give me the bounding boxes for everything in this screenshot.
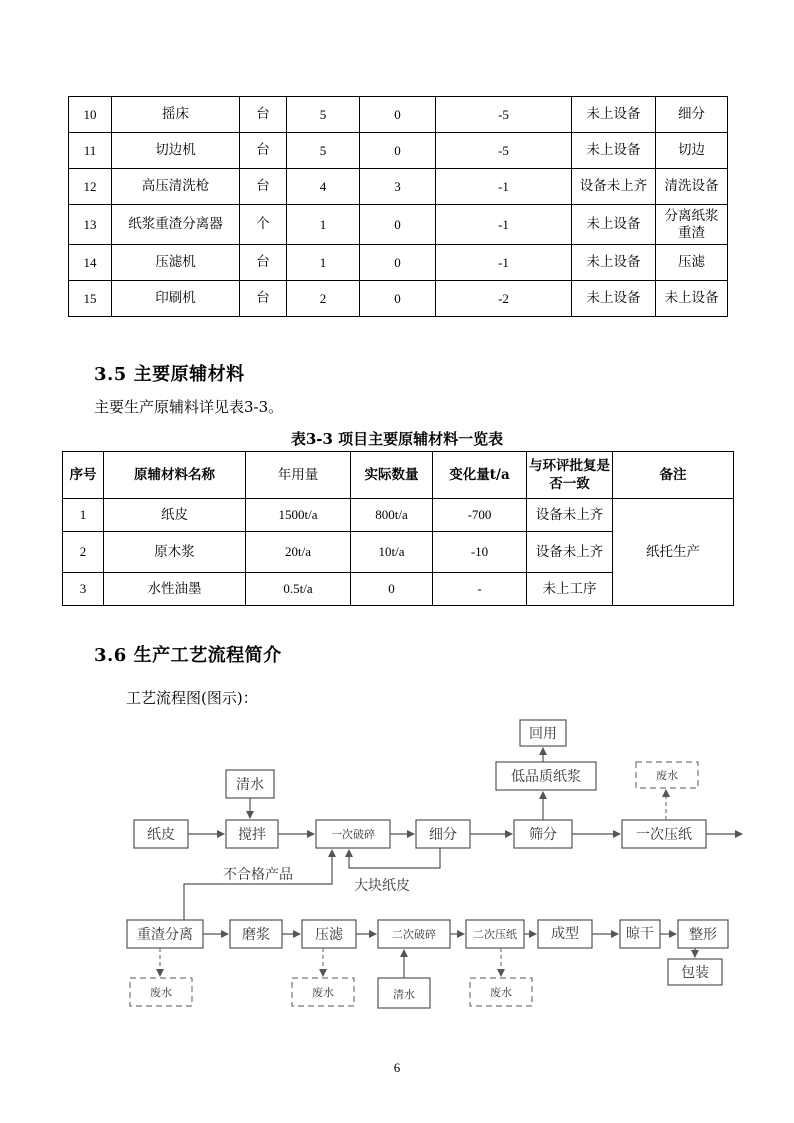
cell-name: 切边机 <box>112 133 240 169</box>
cell-change: -2 <box>436 281 572 317</box>
label-buhege: 不合格产品 <box>223 867 293 883</box>
cell-remark: 未上设备 <box>656 281 728 317</box>
label-erci-posui: 二次破碎 <box>392 928 436 941</box>
label-lianggan: 晾干 <box>626 926 654 942</box>
cell-unit: 个 <box>240 205 287 245</box>
arrow-dakuai <box>349 848 440 868</box>
cell-remark: 分离纸浆重渣 <box>656 205 728 245</box>
label-zhipi: 纸皮 <box>147 827 175 843</box>
label-yici-posui: 一次破碎 <box>331 828 375 841</box>
table-row <box>69 133 728 169</box>
cell-no: 13 <box>69 205 112 245</box>
cell-no: 10 <box>69 97 112 133</box>
label-jiaoban: 搅拌 <box>238 827 266 843</box>
table-caption: 表3-3 项目主要原辅材料一览表 <box>290 430 504 448</box>
cell-name: 原木浆 <box>104 532 246 573</box>
header-cell: 变化量t/a <box>433 452 527 499</box>
cell-annual: 0.5t/a <box>246 573 351 606</box>
label-xifen: 细分 <box>429 827 457 843</box>
cell-actual: 3 <box>360 169 436 205</box>
cell-no: 14 <box>69 245 112 281</box>
cell-change: -10 <box>433 532 527 573</box>
cell-unit: 台 <box>240 245 287 281</box>
cell-no: 2 <box>63 532 104 573</box>
cell-status: 未上设备 <box>572 281 656 317</box>
label-shaifen: 筛分 <box>529 827 557 843</box>
cell-name: 摇床 <box>112 97 240 133</box>
table-row <box>63 499 734 532</box>
cell-name: 纸皮 <box>104 499 246 532</box>
cell-unit: 台 <box>240 169 287 205</box>
header-cell: 备注 <box>613 452 734 499</box>
cell-name: 高压清洗枪 <box>112 169 240 205</box>
cell-status: 未上设备 <box>572 97 656 133</box>
header-cell: 与环评批复是否一致 <box>527 452 613 499</box>
label-feishui-2: 废水 <box>312 986 334 999</box>
cell-actual: 0 <box>360 245 436 281</box>
cell-status: 设备未上齐 <box>572 169 656 205</box>
cell-actual: 0 <box>351 573 433 606</box>
page-number: 6 <box>393 1060 401 1075</box>
cell-no: 12 <box>69 169 112 205</box>
cell-unit: 台 <box>240 281 287 317</box>
label-mojiang: 磨浆 <box>242 927 270 943</box>
section-heading-3-5: 3.5 主要原辅材料 <box>94 364 245 385</box>
cell-planned: 2 <box>287 281 360 317</box>
label-dipinzhi: 低品质纸浆 <box>511 769 581 785</box>
cell-unit: 台 <box>240 133 287 169</box>
cell-actual: 800t/a <box>351 499 433 532</box>
cell-actual: 0 <box>360 281 436 317</box>
label-baozhuang: 包装 <box>681 965 709 981</box>
materials-table <box>62 451 734 606</box>
label-yalv: 压滤 <box>315 927 343 943</box>
cell-no: 3 <box>63 573 104 606</box>
materials-header-row <box>63 452 734 499</box>
cell-annual: 1500t/a <box>246 499 351 532</box>
label-feishui-3: 废水 <box>490 986 512 999</box>
process-flow-diagram <box>120 712 760 1022</box>
cell-remark: 切边 <box>656 133 728 169</box>
cell-change: - <box>433 573 527 606</box>
cell-no: 11 <box>69 133 112 169</box>
cell-status: 未上设备 <box>572 245 656 281</box>
cell-change: -1 <box>436 245 572 281</box>
cell-remark: 细分 <box>656 97 728 133</box>
cell-change: -1 <box>436 169 572 205</box>
cell-name: 水性油墨 <box>104 573 246 606</box>
label-huiyong: 回用 <box>529 726 557 742</box>
label-dakuai: 大块纸皮 <box>354 878 410 894</box>
label-qingshui-top: 清水 <box>236 777 264 793</box>
cell-remark: 压滤 <box>656 245 728 281</box>
label-qingshui-bottom: 清水 <box>393 988 415 1001</box>
cell-status: 未上设备 <box>572 205 656 245</box>
table-row <box>69 245 728 281</box>
section-heading-3-6: 3.6 生产工艺流程简介 <box>94 645 282 666</box>
label-zhengxing: 整形 <box>689 927 717 943</box>
header-cell: 实际数量 <box>351 452 433 499</box>
cell-unit: 台 <box>240 97 287 133</box>
header-cell: 原辅材料名称 <box>104 452 246 499</box>
cell-planned: 1 <box>287 245 360 281</box>
cell-consistent: 设备未上齐 <box>527 532 613 573</box>
cell-annual: 20t/a <box>246 532 351 573</box>
cell-name: 压滤机 <box>112 245 240 281</box>
cell-change: -1 <box>436 205 572 245</box>
flow-intro: 工艺流程图(图示)： <box>126 689 258 707</box>
table-row <box>69 169 728 205</box>
cell-planned: 4 <box>287 169 360 205</box>
header-cell: 序号 <box>63 452 104 499</box>
materials-intro: 主要生产原辅料详见表3-3。 <box>94 398 284 416</box>
header-cell: 年用量 <box>246 452 351 499</box>
table-row <box>69 205 728 245</box>
cell-actual: 10t/a <box>351 532 433 573</box>
cell-remark-merged: 纸托生产 <box>613 499 734 606</box>
cell-consistent: 未上工序 <box>527 573 613 606</box>
cell-actual: 0 <box>360 97 436 133</box>
cell-planned: 5 <box>287 133 360 169</box>
label-zhongzha: 重渣分离 <box>137 927 193 943</box>
label-yici-yazhi: 一次压纸 <box>636 827 692 843</box>
cell-no: 15 <box>69 281 112 317</box>
cell-name: 印刷机 <box>112 281 240 317</box>
table-row <box>69 97 728 133</box>
cell-consistent: 设备未上齐 <box>527 499 613 532</box>
cell-change: -5 <box>436 97 572 133</box>
cell-planned: 1 <box>287 205 360 245</box>
cell-name: 纸浆重渣分离器 <box>112 205 240 245</box>
cell-actual: 0 <box>360 133 436 169</box>
cell-no: 1 <box>63 499 104 532</box>
label-erci-yazhi: 二次压纸 <box>473 928 517 941</box>
cell-actual: 0 <box>360 205 436 245</box>
cell-remark: 清洗设备 <box>656 169 728 205</box>
label-feishui-1: 废水 <box>150 986 172 999</box>
cell-change: -5 <box>436 133 572 169</box>
cell-status: 未上设备 <box>572 133 656 169</box>
equipment-table <box>68 96 728 317</box>
arrow-buhege <box>184 850 332 920</box>
cell-planned: 5 <box>287 97 360 133</box>
label-feishui-top: 废水 <box>656 769 678 782</box>
label-chengxing: 成型 <box>551 926 579 942</box>
table-row <box>69 281 728 317</box>
cell-change: -700 <box>433 499 527 532</box>
